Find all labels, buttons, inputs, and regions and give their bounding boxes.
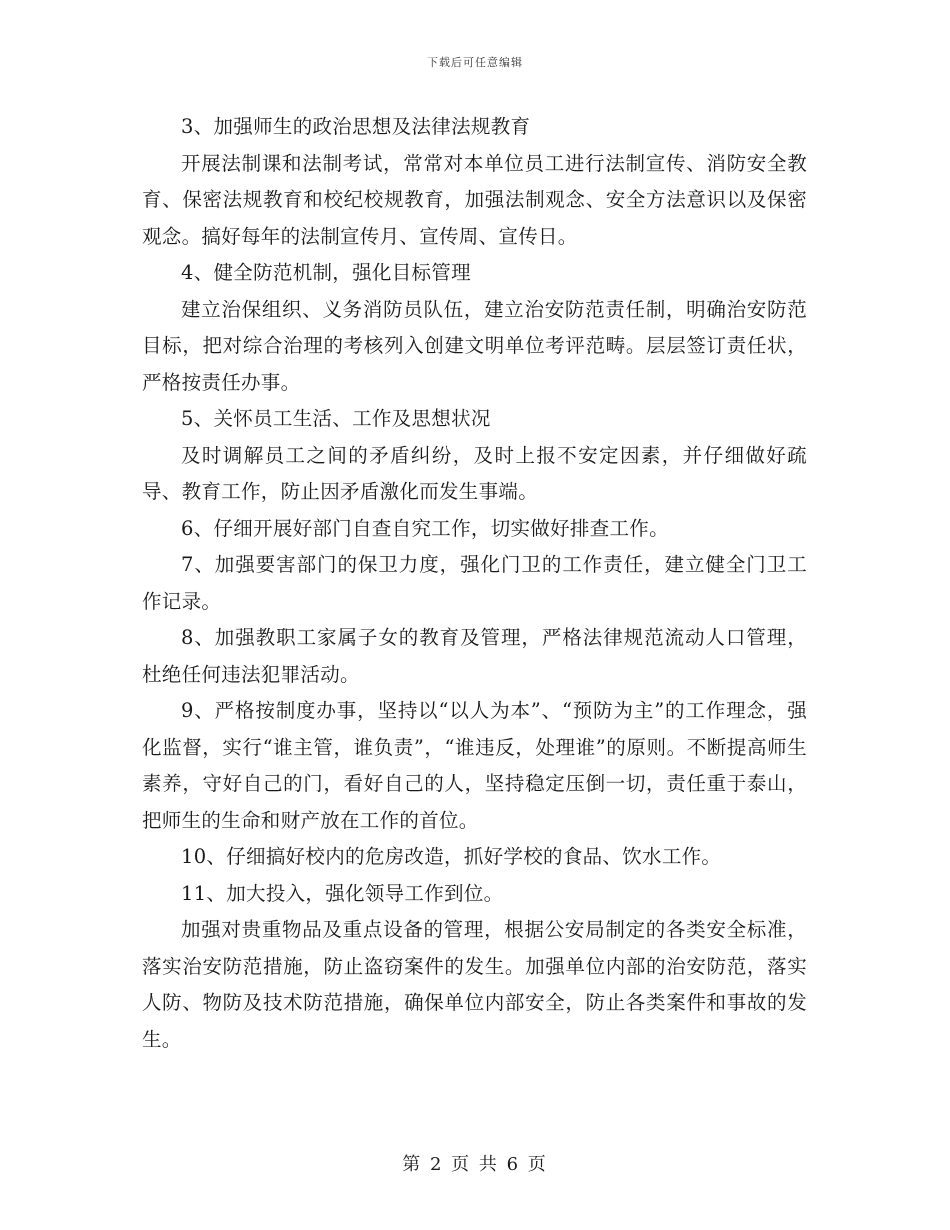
item-9: 9、严格按制度办事，坚持以“以人为本”、“预防为主”的工作理念，强化监督，实行“谁主管，谁负责”，“谁违反，处理谁”的原则。不断提高师生素养，守好自己的门，看好自己的人，坚持稳定压倒一切，责任重于泰山，把师生的生命和财产放在工作的首位。 [142,699,807,832]
section-heading-5: 5、关怀员工生活、工作及思想状况 [181,407,491,430]
item-10: 10、仔细搞好校内的危房改造，抓好学校的食品、饮水工作。 [181,845,722,868]
page-number-footer: 第 2 页 共 6 页 [402,1154,548,1175]
paragraph-prevention-mechanism: 建立治保组织、义务消防员队伍，建立治安防范责任制，明确治安防范目标，把对综合治理的考核列入创建文明单位考评范畴。层层签订责任状，严格按责任办事。 [142,297,807,394]
page-header: 下载后可任意编辑 [427,56,523,69]
paragraph-security-measures: 加强对贵重物品及重点设备的管理，根据公安局制定的各类安全标准，落实治安防范措施，防止盗窃案件的发生。加强单位内部的治安防范，落实人防、物防及技术防范措施，确保单位内部安全，防止各类案件和事故的发生。 [142,918,807,1051]
paragraph-employee-care: 及时调解员工之间的矛盾纠纷，及时上报不安定因素，并仔细做好疏导、教育工作，防止因矛盾激化而发生事端。 [142,443,807,503]
item-7: 7、加强要害部门的保卫力度，强化门卫的工作责任，建立健全门卫工作记录。 [142,553,807,613]
item-6: 6、仔细开展好部门自查自究工作，切实做好排查工作。 [181,516,669,540]
paragraph-legal-education: 开展法制课和法制考试，常常对本单位员工进行法制宣传、消防安全教育、保密法规教育和校纪校规教育，加强法制观念、安全方法意识以及保密观念。搞好每年的法制宣传月、宣传周、宣传日。 [142,151,807,248]
section-heading-11: 11、加大投入，强化领导工作到位。 [181,881,504,905]
section-heading-3: 3、加强师生的政治思想及法律法规教育 [181,115,531,138]
item-8: 8、加强教职工家属子女的教育及管理，严格法律规范流动人口管理，杜绝任何违法犯罪活动。 [142,626,807,686]
section-heading-4: 4、健全防范机制，强化目标管理 [181,261,471,284]
document-body [142,109,807,1058]
